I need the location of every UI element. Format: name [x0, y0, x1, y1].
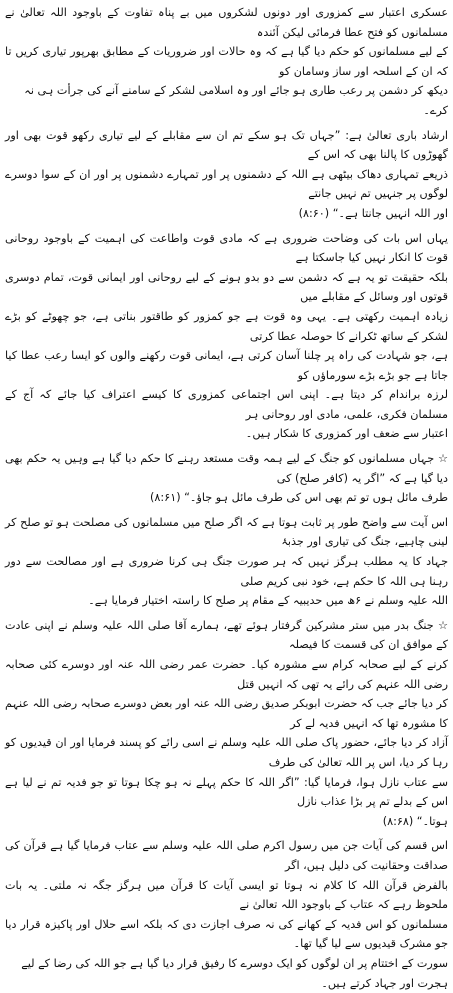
text-line: آزاد کر دیا جائے، حضور پاک صلی اللہ علیہ وسلم نے اسی رائے کو پسند فرمایا اور ان قیدیوں کو رہا کر دیا، اس پر اللہ تعالیٰ کی طرف: [5, 736, 448, 769]
paragraph-spiritual-strength: [5, 229, 448, 445]
paragraph-military-preparation: [5, 3, 448, 121]
text-line: دیکھ کر دشمن پر رعب طاری ہو جائے اور وہ اسلامی لشکر کے سامنے آنے کی جرأت ہی نہ کرے۔: [24, 84, 448, 117]
text-line: اعتبار سے ضعف اور کمزوری کا شکار ہیں۔: [245, 427, 448, 441]
text-line: سے عتاب نازل ہوا، فرمایا گیا: ”اگر اللہ کا حکم پہلے نہ ہو چکا ہوتا تو جو فدیہ تم نے لیا ہے اس کے بدلے تم پر بڑا عذاب نازل: [5, 775, 448, 809]
text-line: اللہ علیہ وسلم نے ۶ھ میں حدیبیہ کے مقام پر صلح کا راستہ اختیار فرمایا ہے۔: [88, 594, 448, 608]
text-line: ☆ جنگ بدر میں ستر مشرکین گرفتار ہوئے تھے، ہمارے آقا صلی اللہ علیہ وسلم نے اپنی عادت کے موافق ان کی قسمت کا فیصلہ: [5, 618, 448, 652]
text-line: کے لیے مسلمانوں کو حکم دیا گیا ہے کہ وہ حالات اور ضروریات کے مطابق بھرپور تیاری کریں تا کہ ان کے اسلحہ اور ساز وسامان کو: [5, 45, 448, 78]
paragraph-peace-verse-8-61: [5, 449, 448, 508]
text-line: بالفرض قرآن اللہ کا کلام نہ ہوتا تو ایسی آیات کا قرآن میں ہرگز جگہ نہ ملتی۔ یہ بات ملحوظ رہے کہ عتاب کے باوجود اللہ تعالیٰ نے: [5, 878, 448, 912]
text-line: کر دیا جائے جب کہ حضرت ابوبکر صدیق رضی اللہ عنہ اور بعض دوسرے صحابہ رضی اللہ عنہم کا مشورہ تھا کہ انہیں فدیہ لے کر: [5, 697, 448, 730]
paragraph-hudaybiyyah: [5, 513, 448, 611]
text-line: ہے، جو شہادت کی راہ پر چلنا آسان کرتی ہے، ایمانی قوت رکھنے والوں کو ایسا رعب عطا کیا جاتا ہے جو بڑے بڑے سورماؤں کو: [5, 349, 448, 382]
paragraph-quran-authenticity: [5, 836, 448, 993]
paragraph-badr-prisoners: [5, 616, 448, 832]
text-line: یہاں اس بات کی وضاحت ضروری ہے کہ مادی قوت واطاعت کی اہمیت کے باوجود روحانی قوت کا انکار نہیں کیا جاسکتا ہے: [5, 231, 448, 265]
text-line: اس آیت سے واضح طور پر ثابت ہوتا ہے کہ اگر صلح میں مسلمانوں کی مصلحت ہو تو صلح کر لینی چاہیے، جنگ کی تیاری اور جذبۂ: [5, 515, 448, 549]
text-line: ہوتا۔“ (۸:۶۸): [382, 814, 448, 828]
text-line: جہاد کا یہ مطلب ہرگز نہیں کہ ہر صورت جنگ ہی کرنا ضروری ہے اور مصالحت سے دور رہنا ہی اللہ کا حکم ہے، خود نبی کریم صلی: [5, 555, 448, 588]
text-line: زیادہ اہمیت رکھتی ہے۔ یہی وہ قوت ہے جو کمزور کو طاقتور بناتی ہے، جو چھوٹے کو بڑے لشکر کے ساتھ ٹکرانے کا حوصلہ عطا کرتی: [5, 309, 448, 343]
text-line: ارشاد باری تعالیٰ ہے: ”جہاں تک ہو سکے تم ان سے مقابلے کے لیے تیاری رکھو قوت بھی اور گھوڑوں کا پالنا بھی کہ اس کے: [5, 128, 448, 162]
text-line: مسلمانوں کو اس فدیہ کے کھانے کی نہ صرف اجازت دی کہ بلکہ اسے حلال اور پاکیزہ قرار دیا جو مشرک قیدیوں سے لیا گیا تھا۔: [5, 917, 448, 951]
text-line: طرف مائل ہوں تو تم بھی اس کی طرف مائل ہو جاؤ۔“ (۸:۶۱): [150, 491, 448, 505]
text-line: ذریعے تمہاری دھاک بیٹھی ہے اللہ کے دشمنوں پر اور تمہارے دشمنوں پر اور ان کے سوا دوسرے لوگوں پر جنہیں تم نہیں جانتے: [5, 167, 448, 201]
text-line: ☆ جہاں مسلمانوں کو جنگ کے لیے ہمہ وقت مستعد رہنے کا حکم دیا گیا ہے وہیں یہ حکم بھی دیا گیا ہے کہ ”اگر یہ (کافر صلح) کی: [5, 452, 448, 485]
paragraph-quran-verse-8-60: [5, 126, 448, 224]
text-line: بلکہ حقیقت تو یہ ہے کہ دشمن سے دو بدو ہونے کے لیے روحانی اور ایمانی قوت، تمام دوسری قوتوں اور وسائل کے مقابلے میں: [5, 270, 448, 304]
text-line: کرنے کے لیے صحابہ کرام سے مشورہ کیا۔ حضرت عمر رضی اللہ عنہ اور دوسرے کئی صحابہ رضی اللہ عنہم کی رائے یہ تھی کہ انہیں قتل: [5, 658, 448, 691]
text-line: سورت کے اختتام پر ان لوگوں کو ایک دوسرے کا رفیق قرار دیا گیا ہے جو اللہ کی رضا کے لیے ہجرت اور جہاد کرتے ہیں۔: [21, 956, 448, 990]
text-line: لرزہ براندام کر دیتا ہے۔ اپنی اس اجتماعی کمزوری کا کیسے اعتراف کیا جائے کہ آج کے مسلمان فکری، علمی، مادی اور روحانی ہر: [5, 388, 448, 421]
text-line: اس قسم کی آیات جن میں رسول اکرم صلی اللہ علیہ وسلم سے عتاب فرمایا گیا ہے قرآن کی صداقت وحقانیت کی دلیل ہیں، اگر: [5, 839, 448, 872]
text-line: اور اللہ انہیں جانتا ہے۔“ (۸:۶۰): [298, 206, 448, 220]
text-line: عسکری اعتبار سے کمزوری اور دونوں لشکروں میں بے پناہ تفاوت کے باوجود اللہ تعالیٰ نے مسلمانوں کو فتح عطا فرمائی لیکن آئندہ: [5, 6, 448, 39]
